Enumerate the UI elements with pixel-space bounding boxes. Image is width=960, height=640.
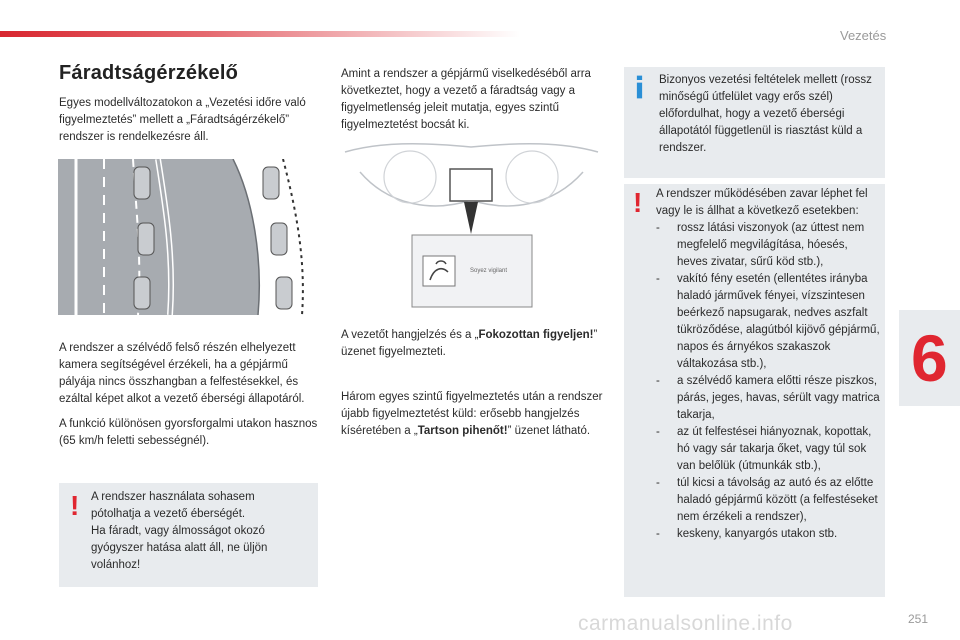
body-paragraph-1: A rendszer a szélvédő felső részén elhelyezett kamera segítségével érzékeli, ha a gépjármű pályája nincs összhangban a felfestésekkel, és ezáltal képet alkot a vezető éberségi állapotáról.: [59, 342, 305, 405]
middle-paragraph-2: A vezetőt hangjelzés és a „Fokozottan figyeljen!” üzenet figyelmezteti.: [341, 329, 598, 358]
chapter-number: 6: [911, 321, 948, 395]
warning-icon: !: [633, 187, 643, 218]
info-text: Bizonyos vezetési feltételek mellett (rossz minőségű útfelület vagy erős szél) előfordulhat, hogy a vezető éberségi állapotától függetlenül is riasztást küld a rendszer.: [659, 74, 872, 154]
header-accent-bar: [0, 31, 520, 37]
body-paragraph-2: A funkció különösen gyorsforgalmi utakon hasznos (65 km/h feletti sebességnél).: [59, 418, 318, 447]
intro-paragraph: Egyes modellváltozatokon a „Vezetési időre való figyelmeztetés” mellett a „Fáradtságérzékelő” rendszer is rendelkezésre áll.: [59, 97, 306, 143]
screen-message: Soyez vigilant: [470, 268, 508, 274]
watermark: carmanualsonline.info: [578, 612, 793, 635]
warning-list-item: - keskeny, kanyargós utakon stb.: [656, 526, 880, 543]
middle-paragraph-1: Amint a rendszer a gépjármű viselkedéséből arra következtet, hogy a vezető a fáradtság vagy a figyelmetlenség jeleit mutatja, egyes szintű figyelmeztetést bocsát ki.: [341, 68, 591, 131]
warning-list-item: - az út felfestései hiányoznak, kopottak, hó vagy sár takarja őket, vagy túl sok van belőlük (útmunkák stb.),: [656, 424, 880, 475]
page-number: 251: [908, 612, 929, 626]
warning-list-item: - vakító fény esetén (ellentétes irányba haladó járművek fényei, vízszintesen beérkező napsugarak, nedves aszfalt tükröződése, alagútból kijövő gépjármű, napos és árnyékos szakaszok váltakozása stb.),: [656, 271, 880, 373]
warning-icon: !: [70, 490, 80, 521]
section-title: Vezetés: [840, 28, 887, 43]
warning-text-left: A rendszer használata sohasem pótolhatja a vezető éberségét. Ha fáradt, vagy álmosságot okozó gyógyszer hatása alatt áll, ne üljön volánhoz!: [91, 491, 268, 571]
dashboard-alert-illustration: [340, 142, 603, 312]
chapter-tab: [899, 310, 960, 406]
page-title: Fáradtságérzékelő: [59, 62, 239, 84]
warning-list: [656, 220, 880, 543]
warning-text-right: [656, 186, 880, 543]
warning-list-item: - túl kicsi a távolság az autó és az előtte haladó gépjármű között (a felfestéseket nem érzékeli a rendszer),: [656, 475, 880, 526]
info-icon: [636, 75, 643, 99]
warning-list-item: - a szélvédő kamera előtti része piszkos, párás, jeges, havas, sérült vagy matrica takarja,: [656, 373, 880, 424]
warning-list-item: - rossz látási viszonyok (az úttest nem megfelelő megvilágítása, hóesés, heves zivatar, sűrű köd stb.),: [656, 220, 880, 271]
middle-paragraph-3: Három egyes szintű figyelmeztetés után a rendszer újabb figyelmeztetést küld: erősebb hangjelzés kíséretében a „Tartson pihenőt!” üzenet látható.: [341, 391, 603, 437]
lane-drift-illustration: [58, 159, 318, 315]
warning-intro: A rendszer működésében zavar léphet fel vagy le is állhat a következő esetekben:: [656, 188, 868, 217]
